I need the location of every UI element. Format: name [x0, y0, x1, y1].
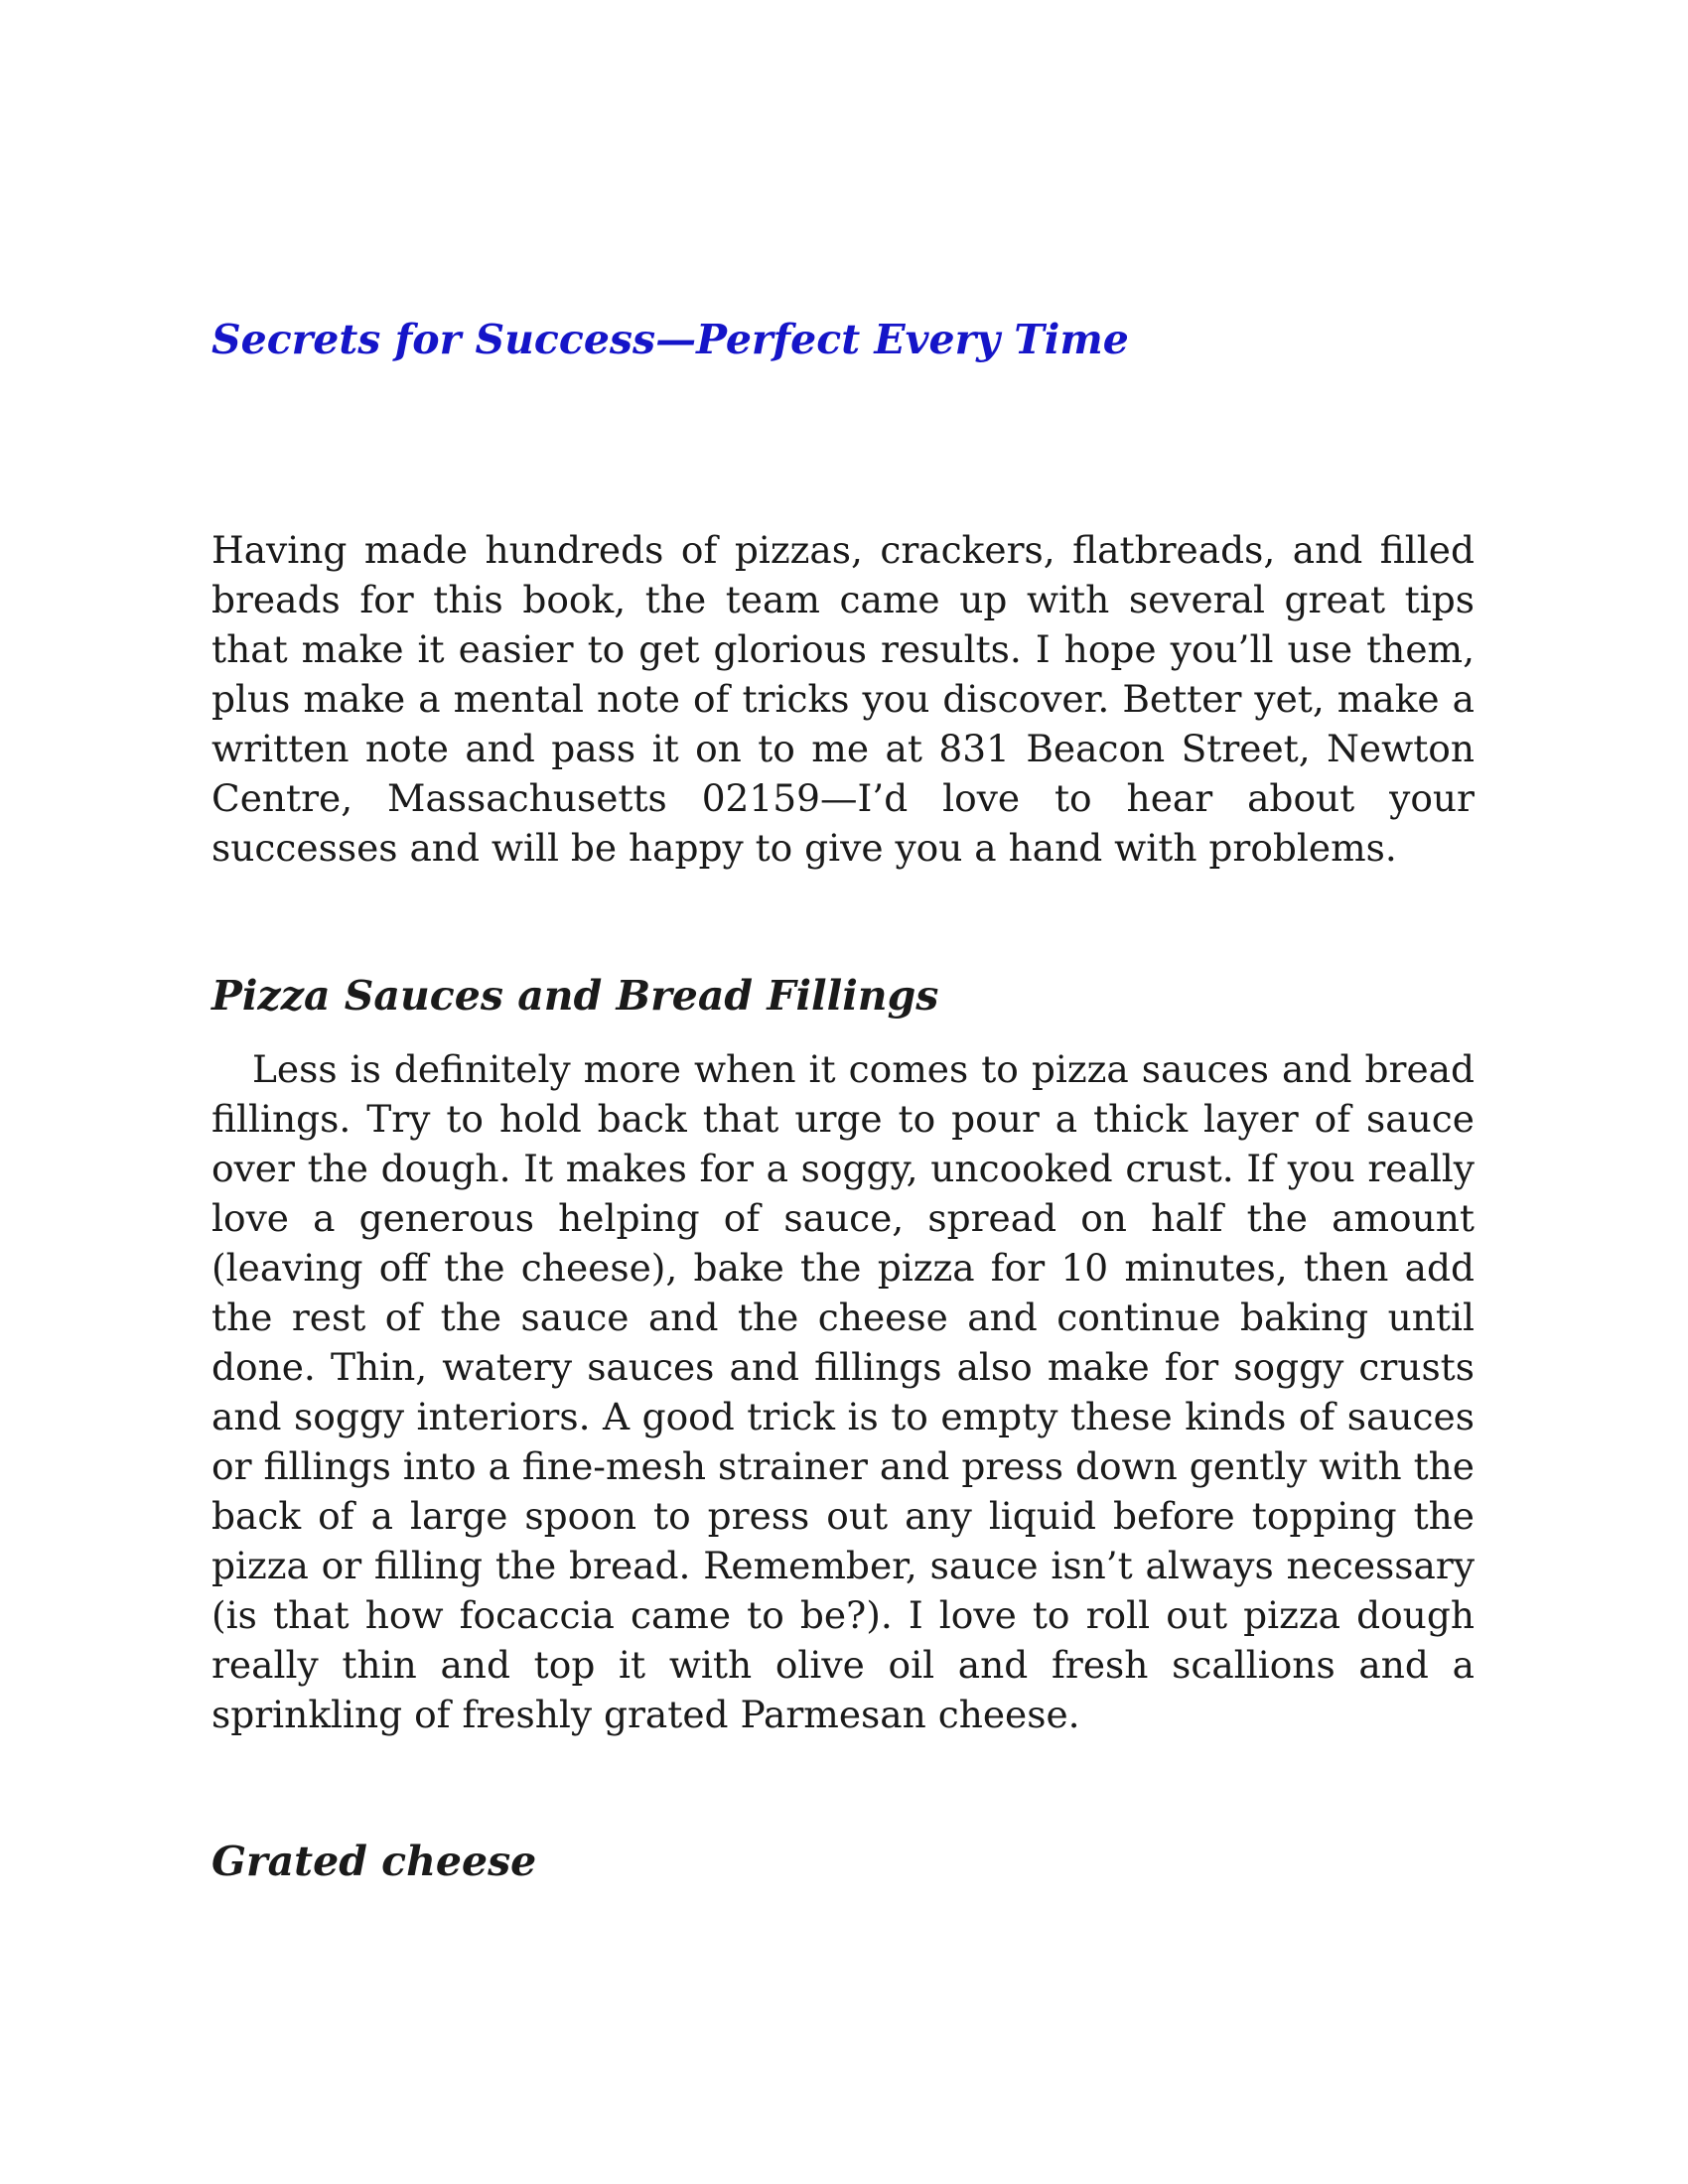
intro-paragraph: Having made hundreds of pizzas, crackers, flatbreads, and filled breads for this book, the team came up with several great tips that make it easier to get glorious results. I hope you’ll use them, plus make a mental note of tricks you discover. Better yet, make a written note and pass it on to me at 831 Beacon Street, Newton Centre, Massachusetts 02159—I’d love to hear about your successes and will be happy to give you a hand with problems.: [211, 528, 1475, 870]
section-heading-pizza-sauces: Pizza Sauces and Bread Fillings: [211, 972, 939, 1020]
section-heading-grated-cheese: Grated cheese: [211, 1838, 537, 1885]
chapter-title: Secrets for Success—Perfect Every Time: [211, 316, 1129, 363]
pizza-sauces-paragraph: Less is definitely more when it comes to pizza sauces and bread fillings. Try to hold back that urge to pour a thick layer of sauce over the dough. It makes for a soggy, uncooked crust. If you really love a generous helping of sauce, spread on half the amount (leaving off the cheese), bake the pizza for 10 minutes, then add the rest of the sauce and the cheese and continue baking until done. Thin, watery sauces and fillings also make for soggy crusts and soggy interiors. A good trick is to empty these kinds of sauces or fillings into a fine-mesh strainer and press down gently with the back of a large spoon to press out any liquid before topping the pizza or filling the bread. Remember, sauce isn’t always necessary (is that how focaccia came to be?). I love to roll out pizza dough really thin and top it with olive oil and fresh scallions and a sprinkling of freshly grated Parmesan cheese.: [211, 1047, 1475, 1736]
